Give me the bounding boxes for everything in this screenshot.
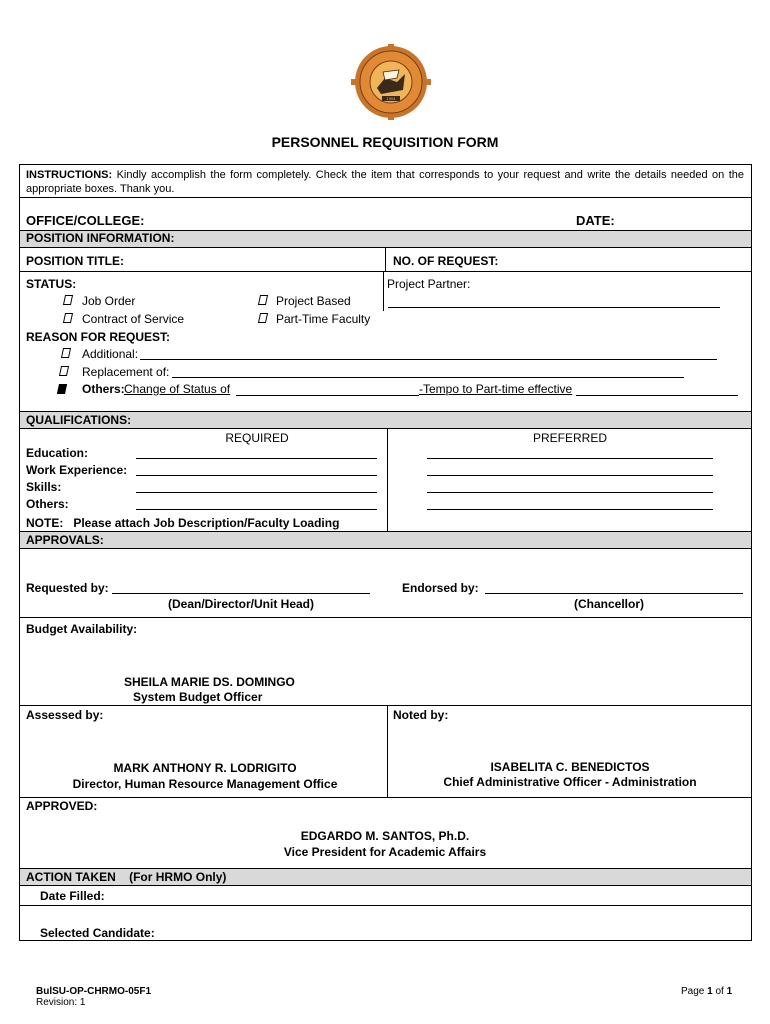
endorsed-by-line[interactable] [485,593,743,594]
divider [383,271,384,311]
divider [19,271,752,272]
approved-label: APPROVED: [26,799,98,813]
skills-label: Skills: [26,480,62,494]
noted-by-name: ISABELITA C. BENEDICTOS [490,760,650,774]
budget-officer-role: System Budget Officer [133,690,263,704]
budget-availability-label: Budget Availability: [26,622,138,636]
project-partner-line[interactable] [388,307,720,308]
form-code: BulSU-OP-CHRMO-05F1 [36,986,152,997]
others-label: Others: [82,382,125,396]
required-column-header: REQUIRED [225,431,289,445]
divider [19,197,752,198]
others-line-1[interactable] [236,395,419,396]
additional-label: Additional: [82,347,139,361]
action-taken-header: ACTION TAKEN (For HRMO Only) [26,870,227,884]
work-experience-label: Work Experience: [26,463,128,477]
reason-label: REASON FOR REQUEST: [26,330,171,344]
status-label: STATUS: [26,277,77,291]
page-number [681,986,732,997]
no-of-request-label: NO. OF REQUEST: [393,254,499,268]
approved-by-name: EDGARDO M. SANTOS, Ph.D. [300,829,470,843]
education-preferred-line[interactable] [427,458,713,459]
date-label: DATE: [576,213,615,228]
position-info-header: POSITION INFORMATION: [26,231,175,245]
form-revision: Revision: 1 [36,997,86,1008]
assessed-by-label: Assessed by: [26,708,104,722]
divider [19,705,752,706]
page-total: 1 [726,986,733,997]
contract-of-service-label: Contract of Service [82,312,185,326]
project-partner-label: Project Partner: [387,277,471,291]
others-line-2[interactable] [576,395,738,396]
instructions-text [26,168,744,196]
replacement-label: Replacement of: [82,365,170,379]
approvals-header: APPROVALS: [26,533,104,547]
education-required-line[interactable] [136,458,377,459]
others-preferred-line[interactable] [427,509,713,510]
additional-line[interactable] [140,359,717,360]
divider [19,617,752,618]
page-prefix: Page [681,986,708,997]
noted-by-role: Chief Administrative Officer - Administration [443,775,697,789]
part-time-faculty-label: Part-Time Faculty [276,312,371,326]
page-of: of [712,986,727,997]
selected-candidate-label: Selected Candidate: [40,926,155,940]
budget-officer-name: SHEILA MARIE DS. DOMINGO [124,675,295,689]
divider [385,247,386,271]
divider [387,428,388,531]
page-current: 1 [707,986,713,997]
instructions-label: INSTRUCTIONS: [26,169,113,181]
skills-preferred-line[interactable] [427,492,713,493]
requested-by-role: (Dean/Director/Unit Head) [167,597,315,611]
approved-by-role: Vice President for Academic Affairs [283,845,487,859]
office-college-label: OFFICE/COLLEGE: [26,213,145,228]
qualifications-note: NOTE: Please attach Job Description/Faculty Loading [26,516,340,530]
university-seal-logo [345,44,437,120]
divider [387,705,388,797]
qualifications-header: QUALIFICATIONS: [26,413,132,427]
others-required-line[interactable] [136,509,377,510]
divider [19,797,752,798]
noted-by-label: Noted by: [393,708,449,722]
position-title-label: POSITION TITLE: [26,254,124,268]
others-value-tempo[interactable]: -Tempo to Part-time effective [419,382,573,396]
date-filled-label: Date Filled: [40,889,105,903]
work-experience-required-line[interactable] [136,475,377,476]
assessed-by-name: MARK ANTHONY R. LODRIGITO [113,761,297,775]
form-outer-border [19,164,752,941]
instructions-body: Kindly accomplish the form completely. Check the item that corresponds to your request and write the details needed on the appropriate boxes. Thank you. [26,169,744,195]
replacement-line[interactable] [172,377,684,378]
divider [19,905,752,906]
endorsed-by-role: (Chancellor) [573,597,644,611]
others-value-change-status[interactable]: Change of Status of [124,382,231,396]
education-label: Education: [26,446,88,460]
project-based-label: Project Based [276,294,351,308]
endorsed-by-label: Endorsed by: [402,581,479,595]
seal-year-text: 1904 [386,96,396,101]
preferred-column-header: PREFERRED [532,431,607,445]
assessed-by-role: Director, Human Resource Management Office [72,777,338,791]
work-experience-preferred-line[interactable] [427,475,713,476]
form-title: PERSONNEL REQUISITION FORM [271,134,499,150]
requested-by-line[interactable] [112,593,370,594]
others-qual-label: Others: [26,497,69,511]
job-order-label: Job Order [82,294,136,308]
skills-required-line[interactable] [136,492,377,493]
requested-by-label: Requested by: [26,581,109,595]
approvals-header-bar [20,531,751,549]
